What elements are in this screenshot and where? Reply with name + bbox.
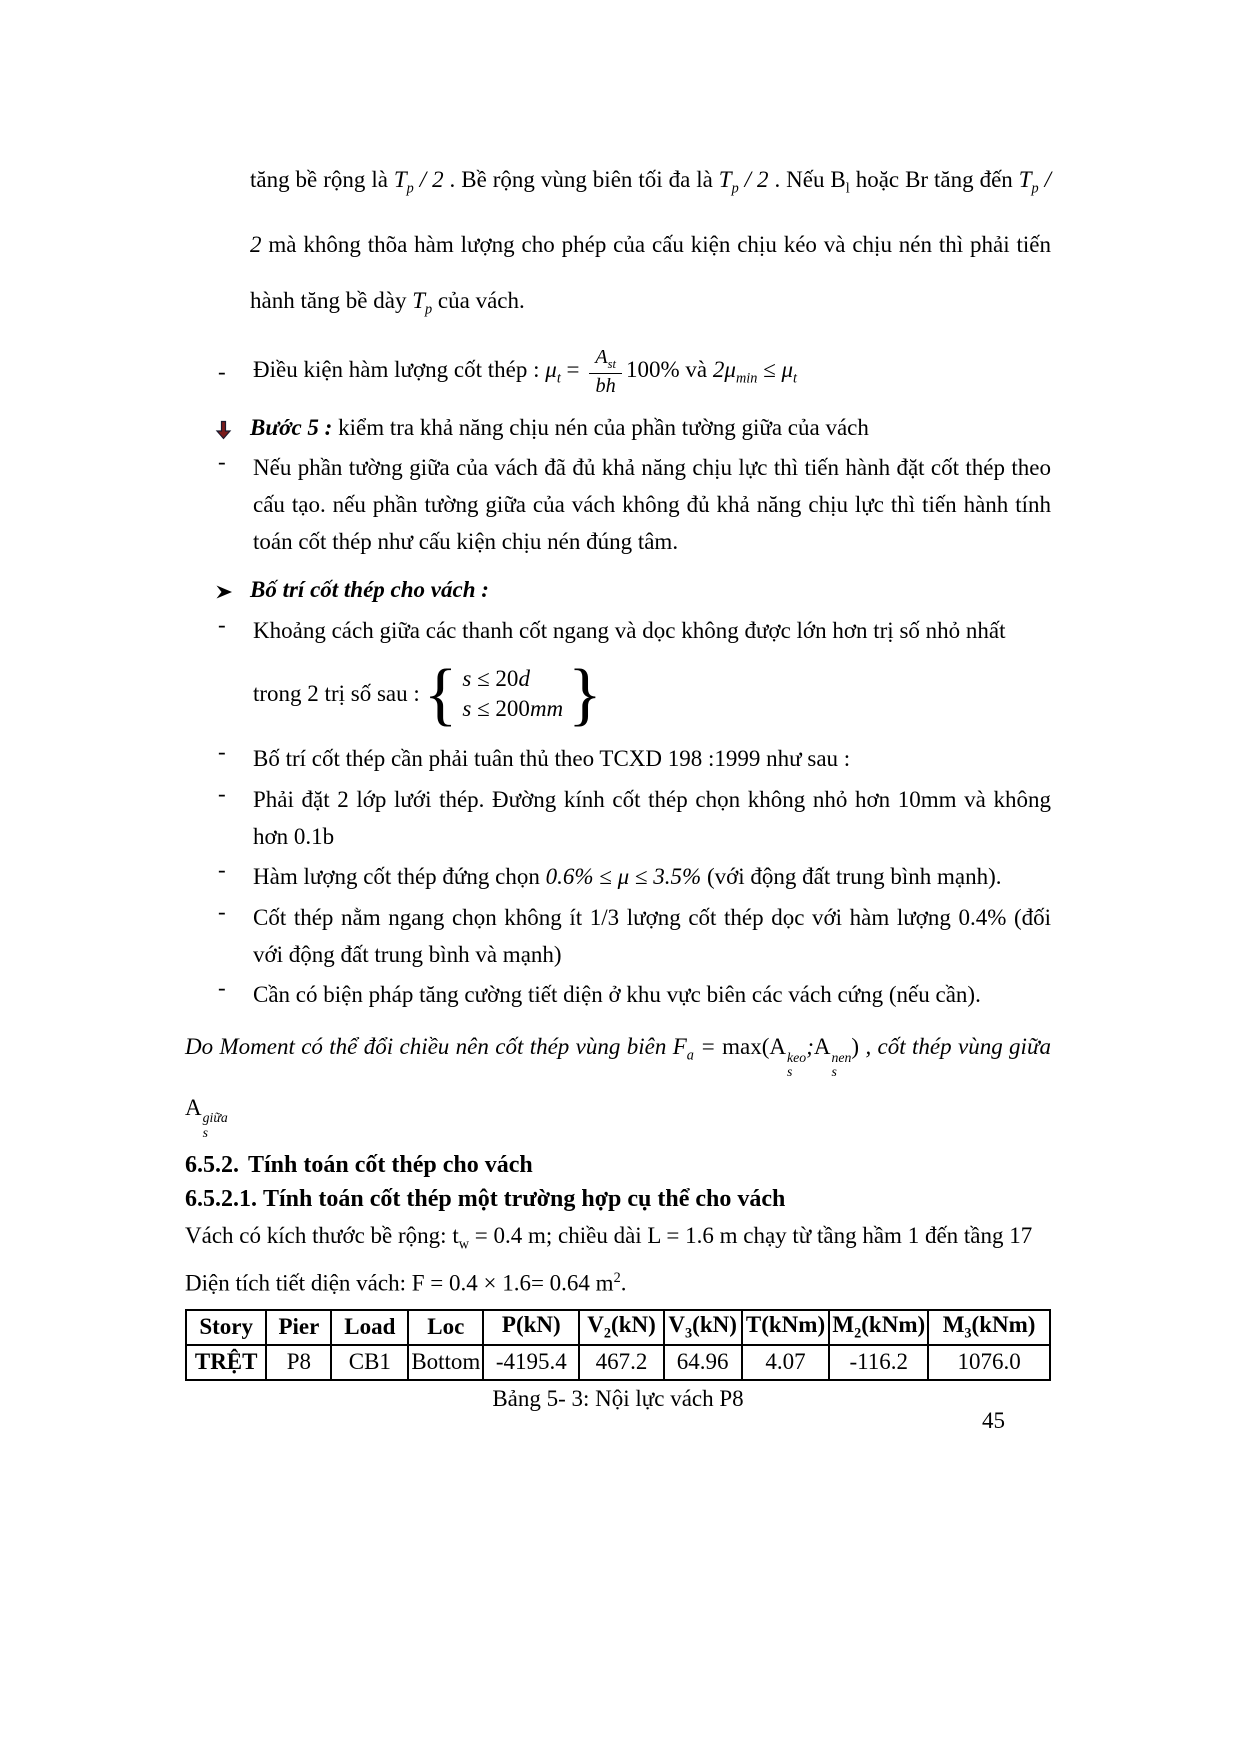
list-item-strengthening: [185, 975, 1051, 1015]
heading-text: Tính toán cốt thép một trường hợp cụ thể cho vách: [263, 1186, 786, 1213]
right-brace: }: [568, 655, 602, 733]
col-header-m3: $M_3(kNm)$: [928, 1310, 1050, 1345]
two-layers-text: Phải đặt 2 lớp lưới thép. Đường kính cốt thép chọn không nhỏ hơn 10mm và không hơn 0.1b: [253, 787, 1051, 850]
table-header-row: [186, 1310, 1050, 1345]
botri-title: Bố trí cốt thép cho vách :: [250, 577, 489, 603]
criterion-2: s ≤ 200mm: [462, 696, 564, 722]
col-header-pier: Pier: [266, 1310, 331, 1345]
tcxd-text: Bố trí cốt thép cần phải tuân thủ theo TCXD 198 :1999 như sau :: [253, 746, 851, 772]
page-content: [185, 152, 1051, 1414]
middle-wall-text: Nếu phần tường giữa của vách đã đủ khả năng chịu lực thì tiến hành đặt cốt thép theo cấu tạo. nếu phần tường giữa của vách không đủ khả năng chịu lực thì tiến hành tính toán cốt thép như cấu kiện chịu nén đúng tâm.: [253, 455, 1051, 555]
step-5-text: Bước 5 : kiểm tra khả năng chịu nén của phần tường giữa của vách: [250, 415, 869, 441]
math-ratio-range: 0.6% ≤ μ ≤ 3.5%: [545, 864, 702, 890]
paragraph-width-rule: tăng bề rộng là $T_p / 2$ . Bề rộng vùng biên tối đa là $T_p / 2$ . Nếu $B_l$ hoặc Br tăng đến $T_p / 2$ mà không thõa hàm lượng cho phép của cấu kiện chịu kéo và chịu nén thì phải tiến hành tăng bề dày $T_p$ của vách.: [250, 167, 1051, 318]
math-mu: μ: [545, 357, 557, 383]
section-botri-heading: [185, 570, 1051, 610]
heading-number: 6.5.2.: [185, 1152, 239, 1179]
cell-v3: 64.96: [664, 1345, 742, 1380]
math-T: T: [393, 167, 407, 192]
math-2mu: 2μ: [712, 357, 736, 383]
cell-v2: 467.2: [579, 1345, 663, 1380]
cell-story: TRỆT: [186, 1345, 266, 1380]
formula-as-giua: A giữa s: [185, 1094, 228, 1140]
hyphen-bullet: -: [218, 359, 226, 385]
col-header-loc: Loc: [408, 1310, 483, 1345]
hyphen-bullet: -: [218, 899, 226, 925]
step-5-title: Bước 5 :: [250, 415, 333, 441]
list-item-spacing: [185, 612, 1051, 649]
cell-loc: Bottom: [408, 1345, 483, 1380]
heading-text: Tính toán cốt thép cho vách: [248, 1152, 533, 1179]
cell-t: 4.07: [742, 1345, 830, 1380]
cell-p: -4195.4: [483, 1345, 579, 1380]
hyphen-bullet: -: [218, 739, 226, 765]
list-item-tcxd: [185, 739, 1051, 779]
criterion-1: s ≤ 20d: [462, 666, 530, 692]
col-header-t: T(kNm): [742, 1310, 830, 1345]
internal-forces-table: [185, 1309, 1051, 1381]
criteria-prefix: trong 2 trị số sau :: [253, 681, 420, 707]
col-header-m2: $M_2(kNm)$: [829, 1310, 928, 1345]
hyphen-bullet: -: [218, 781, 226, 807]
step-5-line: [185, 409, 1051, 447]
text-run: . Bề rộng vùng biên tối đa là: [443, 167, 719, 192]
wall-area-text: Diện tích tiết diện vách: F = 0.4 × 1.6= 0.64 $m^2$.: [185, 1269, 627, 1296]
vertical-ratio-text: Hàm lượng cốt thép đứng chọn 0.6% ≤ μ ≤ 3.5% (với động đất trung bình mạnh).: [253, 864, 1002, 890]
heading-number: 6.5.2.1.: [185, 1186, 257, 1213]
page-number: 45: [982, 1408, 1005, 1433]
col-header-load: Load: [331, 1310, 408, 1345]
cell-load: CB1: [331, 1345, 408, 1380]
formula-fa: $F_a = \max(A$ keo s ;A nen s ): [672, 1034, 860, 1080]
spacing-criteria-line: [253, 651, 1051, 737]
heading-6-5-2-1: [185, 1186, 1051, 1218]
list-item-ratio-condition: [185, 341, 1051, 403]
cell-pier: P8: [266, 1345, 331, 1380]
col-header-story: Story: [186, 1310, 266, 1345]
hyphen-bullet: -: [218, 975, 226, 1001]
col-header-v2: $V_2(kN)$: [579, 1310, 663, 1345]
cell-m3: 1076.0: [928, 1345, 1050, 1380]
arrow-bullet-icon: [215, 577, 250, 603]
horizontal-steel-text: Cốt thép nằm ngang chọn không ít 1/3 lượng cốt thép dọc với hàm lượng 0.4% (đối với động đất trung bình và mạnh): [253, 905, 1051, 968]
text-run: của vách.: [432, 287, 525, 313]
table-data-row: [186, 1345, 1050, 1380]
step-bullet-icon: [215, 415, 250, 441]
list-item-horizontal-steel: [185, 899, 1051, 973]
col-header-p: P(kN): [483, 1310, 579, 1345]
math-100pct: 100%: [626, 357, 680, 383]
strengthening-text: Cần có biện pháp tăng cường tiết diện ở khu vực biên các vách cứng (nếu cần).: [253, 982, 981, 1008]
left-brace: {: [423, 655, 458, 733]
text-run: mà không thõa hàm lượng cho phép của cấu kiện chịu kéo và chịu nén thì phải tiến hành tăng bề dày: [250, 231, 1051, 313]
text-run: hoặc Br tăng đến: [849, 167, 1019, 192]
hyphen-bullet: -: [218, 857, 226, 883]
list-item-two-layers: [185, 781, 1051, 855]
text-run: tăng bề rộng là: [250, 167, 394, 192]
moment-note-paragraph: Do Moment có thể đổi chiều nên cốt thép vùng biên $F_a = \max(A$ keo s ;A nen s ) , cốt thép vùng giữa A giữa s: [185, 1034, 1051, 1140]
list-item-middle-wall: [185, 449, 1051, 560]
cell-m2: -116.2: [829, 1345, 928, 1380]
hyphen-bullet: -: [218, 449, 226, 475]
heading-6-5-2: [185, 1152, 1051, 1184]
ratio-condition-text: Điều kiện hàm lượng cốt thép : $\mu_t$ = $\frac{A_{st}}{bh}$ 100% và $2\mu_{min} \le \mu_t$: [253, 346, 797, 397]
text-run: . Nếu B: [768, 167, 846, 192]
wall-dimensions-text: Vách có kích thước bề rộng: $t_w = 0.4$ m; chiều dài L = 1.6 m chạy từ tầng hầm 1 đến tầng 17: [185, 1223, 1033, 1253]
spacing-text: Khoảng cách giữa các thanh cốt ngang và dọc không được lớn hơn trị số nhỏ nhất: [253, 618, 1006, 644]
fraction-ast-bh: $\frac{A_{st}}{bh}$: [589, 346, 622, 398]
hyphen-bullet: -: [218, 612, 226, 638]
list-item-vertical-ratio: [185, 857, 1051, 897]
brace-system: [423, 655, 602, 733]
table-caption: Bảng 5- 3: Nội lực vách P8: [492, 1385, 744, 1411]
col-header-v3: $V_3(kN)$: [664, 1310, 742, 1345]
